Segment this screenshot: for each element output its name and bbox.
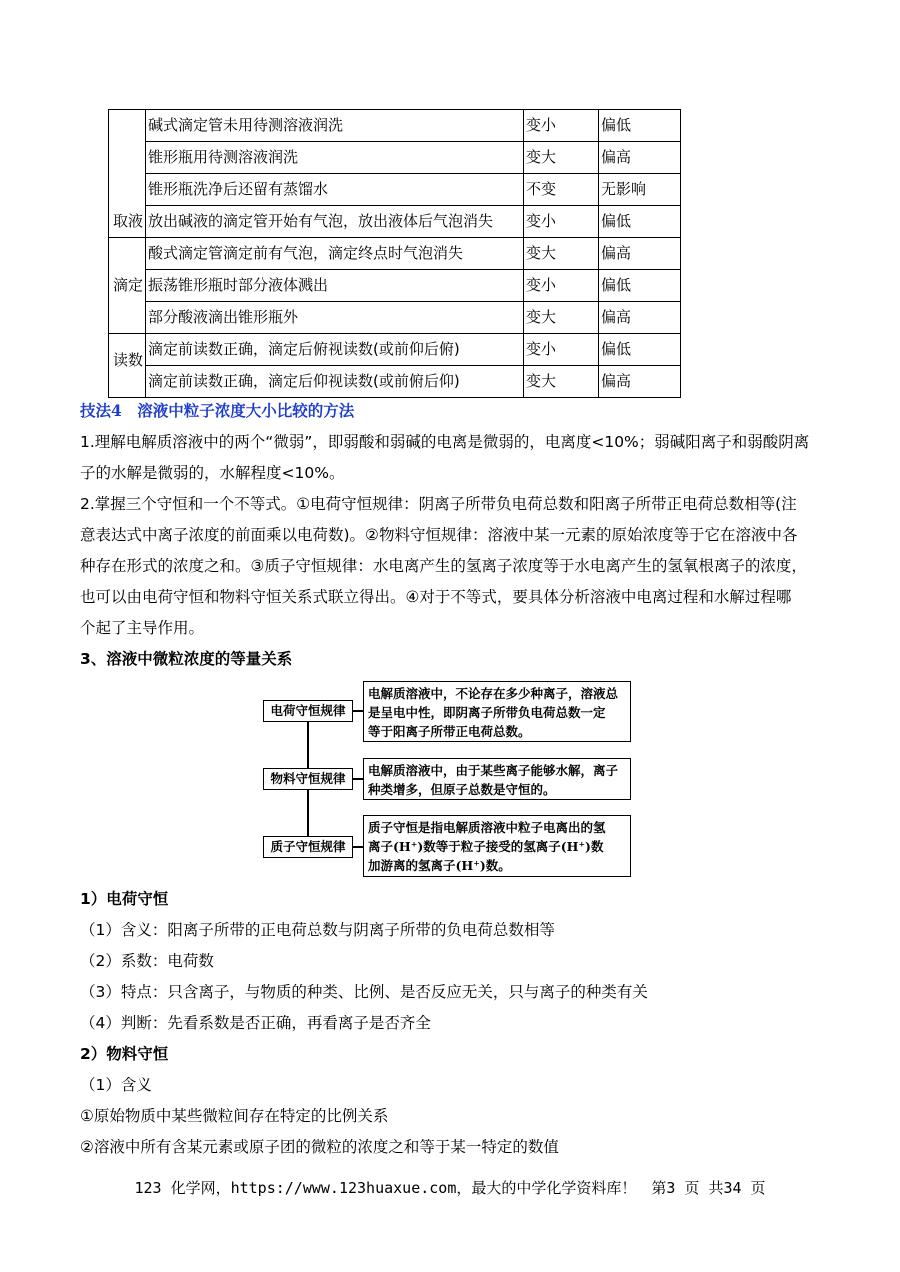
desc-line: 加游离的氢离子(H⁺)数。 [368,858,511,873]
result-cell: 偏低 [599,206,681,238]
action-cell: 放出碱液的滴定管开始有气泡，放出液体后气泡消失 [146,206,524,238]
result-cell: 偏低 [599,110,681,142]
conservation-diagram [263,680,633,880]
change-cell: 变小 [524,110,599,142]
result-cell: 偏高 [599,142,681,174]
proton-desc-box [363,815,631,877]
action-cell: 振荡锥形瓶时部分液体溅出 [146,270,524,302]
change-cell: 变小 [524,270,599,302]
table-row [109,334,681,366]
list-item: （3）特点：只含离子，与物质的种类、比例、是否反应无关，只与离子的种类有关 [80,983,648,1001]
paragraph-line: 也可以由电荷守恒和物料守恒关系式联立得出。④对于不等式，要具体分析溶液中电离过程和水解过程哪 [80,588,792,606]
skill4-heading: 技法4 溶液中粒子浓度大小比较的方法 [80,401,355,420]
titration-error-table [108,109,681,398]
desc-line: 电解质溶液中，由于某些离子能够水解，离子 [368,763,619,778]
action-cell: 滴定前读数正确，滴定后俯视读数(或前仰后俯) [146,334,524,366]
table-row [109,110,681,142]
paragraph-line: 意表达式中离子浓度的前面乘以电荷数)。②物料守恒规律：溶液中某一元素的原始浓度等于它在溶液中各 [80,526,798,544]
table-row [109,142,681,174]
paragraph-line: 1.理解电解质溶液中的两个“微弱”，即弱酸和弱碱的电离是微弱的，电离度<10%；弱碱阳离子和弱酸阴离 [80,433,810,451]
charge-desc-box [363,681,631,742]
action-cell: 滴定前读数正确，滴定后仰视读数(或前俯后仰) [146,366,524,398]
action-cell: 酸式滴定管滴定前有气泡，滴定终点时气泡消失 [146,238,524,270]
table-row [109,270,681,302]
list-item: ②溶液中所有含某元素或原子团的微粒的浓度之和等于某一特定的数值 [80,1138,559,1156]
table-row [109,302,681,334]
paragraph-line: 种存在形式的浓度之和。③质子守恒规律：水电离产生的氢离子浓度等于水电离产生的氢氧根离子的浓度， [80,557,807,575]
desc-line: 种类增多，但原子总数是守恒的。 [368,782,556,797]
group-label: 取液 [112,212,143,230]
list-item: （1）含义：阳离子所带的正电荷总数与阴离子所带的负电荷总数相等 [80,921,555,939]
result-cell: 偏低 [599,270,681,302]
charge-cons-heading: 1）电荷守恒 [80,890,169,908]
desc-line: 离子(H⁺)数等于粒子接受的氢离子(H⁺)数 [368,839,604,854]
paragraph-line: 子的水解是微弱的，水解程度<10%。 [80,464,345,482]
change-cell: 变大 [524,302,599,334]
list-item: （4）判断：先看系数是否正确，再看离子是否齐全 [80,1014,431,1032]
desc-line: 等于阳离子所带正电荷总数。 [368,724,531,739]
group-cell-di-ding: 滴定 [109,238,146,334]
table-row [109,206,681,238]
action-cell: 部分酸液滴出锥形瓶外 [146,302,524,334]
result-cell: 偏低 [599,334,681,366]
list-item: ①原始物质中某些微粒间存在特定的比例关系 [80,1107,389,1125]
action-cell: 锥形瓶用待测溶液润洗 [146,142,524,174]
result-cell: 偏高 [599,366,681,398]
result-cell: 偏高 [599,238,681,270]
group-cell-du-shu [109,334,146,398]
desc-line: 质子守恒是指电解质溶液中粒子电离出的氢 [368,820,606,835]
action-cell: 碱式滴定管未用待测溶液润洗 [146,110,524,142]
result-cell: 偏高 [599,302,681,334]
group-label: 读数 [112,351,143,369]
change-cell: 变大 [524,142,599,174]
material-label-box: 物料守恒规律 [263,768,353,790]
section3-heading: 3、溶液中微粒浓度的等量关系 [80,650,293,668]
list-item: （1）含义 [80,1076,152,1094]
desc-line: 是呈电中性，即阴离子所带负电荷总数一定 [368,705,606,720]
paragraph-line: 个起了主导作用。 [80,619,205,637]
paragraph-line: 2.掌握三个守恒和一个不等式。①电荷守恒规律：阴离子所带负电荷总数和阳离子所带正电荷总数相等(注 [80,495,797,513]
material-cons-heading: 2）物料守恒 [80,1045,169,1063]
change-cell: 变大 [524,366,599,398]
list-item: （2）系数：电荷数 [80,952,214,970]
action-cell: 锥形瓶洗净后还留有蒸馏水 [146,174,524,206]
table-row [109,238,681,270]
group-cell-qu-ye [109,110,146,238]
table-row [109,174,681,206]
change-cell: 变小 [524,206,599,238]
change-cell: 变小 [524,334,599,366]
desc-line: 电解质溶液中，不论存在多少种离子，溶液总 [368,686,619,701]
result-cell: 无影响 [599,174,681,206]
material-desc-box [363,758,631,800]
change-cell: 不变 [524,174,599,206]
proton-label-box: 质子守恒规律 [263,836,353,858]
table-row [109,366,681,398]
charge-label-box: 电荷守恒规律 [263,700,353,722]
change-cell: 变大 [524,238,599,270]
page-footer: 123 化学网，https://www.123huaxue.com，最大的中学化学资料库！ 第3 页 共34 页 [134,1179,766,1197]
